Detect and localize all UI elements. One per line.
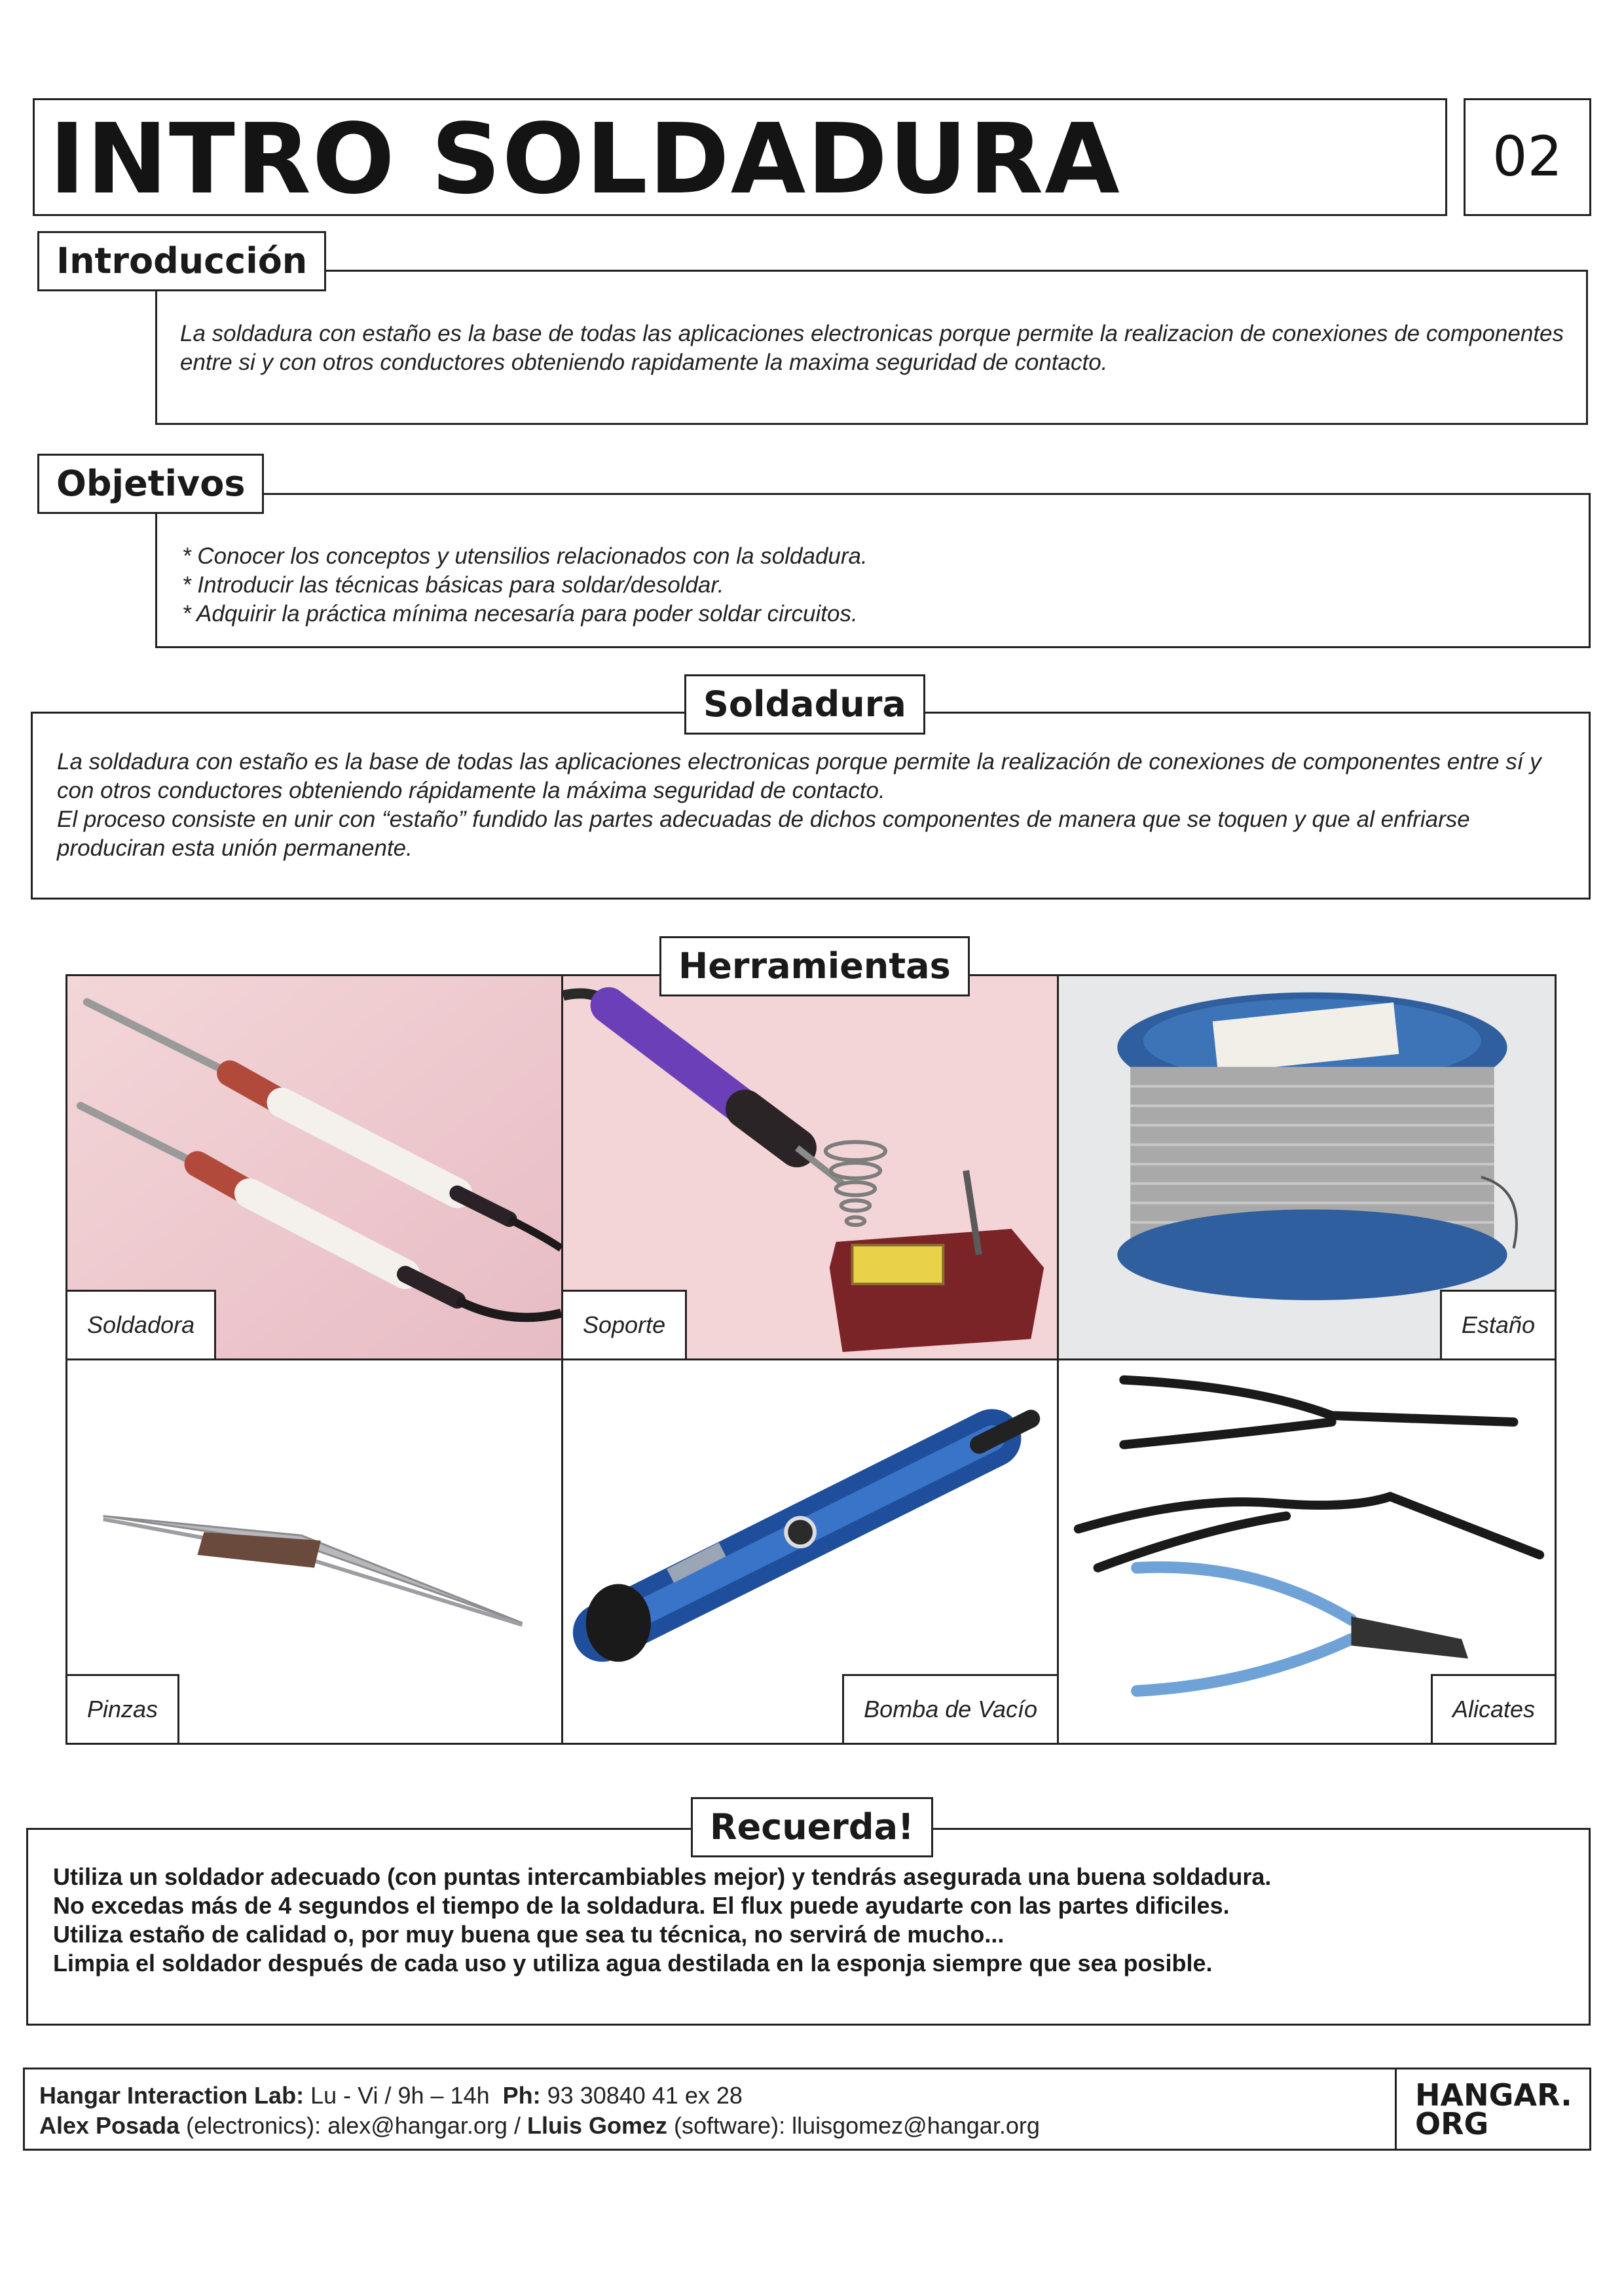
intro-heading: Introducción bbox=[37, 231, 326, 291]
objective-item: * Introducir las técnicas básicas para soldar/desoldar. bbox=[182, 572, 724, 598]
title-box bbox=[33, 98, 1447, 216]
reminder-heading: Recuerda! bbox=[691, 1797, 933, 1857]
logo-line-2: ORG bbox=[1415, 2106, 1489, 2141]
reminder-item: Utiliza un soldador adecuado (con puntas intercambiables mejor) y tendrás asegurada una buena soldadura. bbox=[53, 1863, 1272, 1890]
page-number-box bbox=[1464, 98, 1591, 216]
phone-number: 93 30840 41 ex 28 bbox=[547, 2082, 743, 2109]
soldering-paragraph: La soldadura con estaño es la base de todas las aplicaciones electronicas porque permite la realización de conexiones de componentes entre sí y con otros conductores obteniendo rápidamente la máxima seguridad de contacto. bbox=[57, 749, 1541, 803]
tool-caption-bomba: Bomba de Vacío bbox=[842, 1674, 1057, 1743]
tool-caption-estano: Estaño bbox=[1440, 1290, 1555, 1358]
tool-cell-alicates bbox=[1057, 1358, 1557, 1745]
soldering-text bbox=[57, 748, 1576, 863]
page-title: INTRO SOLDADURA bbox=[49, 103, 1121, 215]
reminder-section bbox=[26, 1828, 1591, 2026]
tool-cell-bomba bbox=[561, 1358, 1059, 1745]
footer-line-2 bbox=[39, 2111, 1040, 2140]
contact2-role: (software): bbox=[674, 2112, 786, 2139]
objective-item: * Conocer los conceptos y utensilios relacionados con la soldadura. bbox=[182, 543, 868, 569]
reminder-list bbox=[53, 1863, 1271, 1978]
tool-cell-pinzas bbox=[65, 1358, 563, 1745]
tool-caption-pinzas: Pinzas bbox=[67, 1674, 179, 1743]
objectives-list bbox=[182, 542, 868, 629]
objectives-section bbox=[155, 493, 1591, 648]
tool-cell-estano bbox=[1057, 974, 1557, 1360]
hangar-logo bbox=[1395, 2068, 1591, 2151]
reminder-item: Limpia el soldador después de cada uso y utiliza agua destilada en la esponja siempre que sea posible. bbox=[53, 1950, 1213, 1977]
reminder-item: Utiliza estaño de calidad o, por muy buena que sea tu técnica, no servirá de mucho... bbox=[53, 1921, 1005, 1948]
objectives-heading: Objetivos bbox=[37, 454, 264, 514]
contact2-name: Lluis Gomez bbox=[526, 2112, 668, 2139]
tools-heading: Herramientas bbox=[659, 936, 970, 996]
footer-line-1 bbox=[39, 2081, 743, 2110]
tool-cell-soporte bbox=[561, 974, 1059, 1360]
contact2-email[interactable]: lluisgomez@hangar.org bbox=[792, 2112, 1040, 2139]
soldering-heading: Soldadura bbox=[684, 674, 925, 735]
objective-item: * Adquirir la práctica mínima necesaría para poder soldar circuitos. bbox=[182, 601, 858, 627]
tool-caption-soldadora: Soldadora bbox=[67, 1290, 216, 1358]
lab-hours: Lu - Vi / 9h – 14h bbox=[310, 2082, 490, 2109]
logo-line-1: HANGAR. bbox=[1415, 2077, 1572, 2113]
phone-label: Ph: bbox=[502, 2082, 541, 2109]
tool-caption-soporte: Soporte bbox=[563, 1290, 687, 1358]
tool-cell-soldadora bbox=[65, 974, 563, 1360]
footer bbox=[23, 2068, 1591, 2151]
tool-caption-alicates: Alicates bbox=[1431, 1674, 1555, 1743]
intro-text: La soldadura con estaño es la base de todas las aplicaciones electronicas porque permite la realizacion de conexiones de componentes entre si y con otros conductores obteniendo rapidamente la maxima seguridad de contacto. bbox=[180, 321, 1564, 375]
contact1-email[interactable]: alex@hangar.org bbox=[327, 2112, 507, 2139]
intro-section bbox=[155, 270, 1588, 425]
contact1-name: Alex Posada bbox=[39, 2112, 180, 2139]
contact1-role: (electronics): bbox=[186, 2112, 322, 2139]
soldering-paragraph: El proceso consiste en unir con “estaño” fundido las partes adecuadas de dichos componentes de manera que se toquen y que al enfriarse produciran esta unión permanente. bbox=[57, 807, 1470, 861]
page-number: 02 bbox=[1492, 124, 1562, 189]
reminder-item: No excedas más de 4 segundos el tiempo de la soldadura. El flux puede ayudarte con las partes dificiles. bbox=[53, 1892, 1230, 1919]
lab-label: Hangar Interaction Lab: bbox=[39, 2082, 304, 2109]
contact-separator: / bbox=[513, 2112, 521, 2139]
soldering-section bbox=[31, 712, 1591, 900]
